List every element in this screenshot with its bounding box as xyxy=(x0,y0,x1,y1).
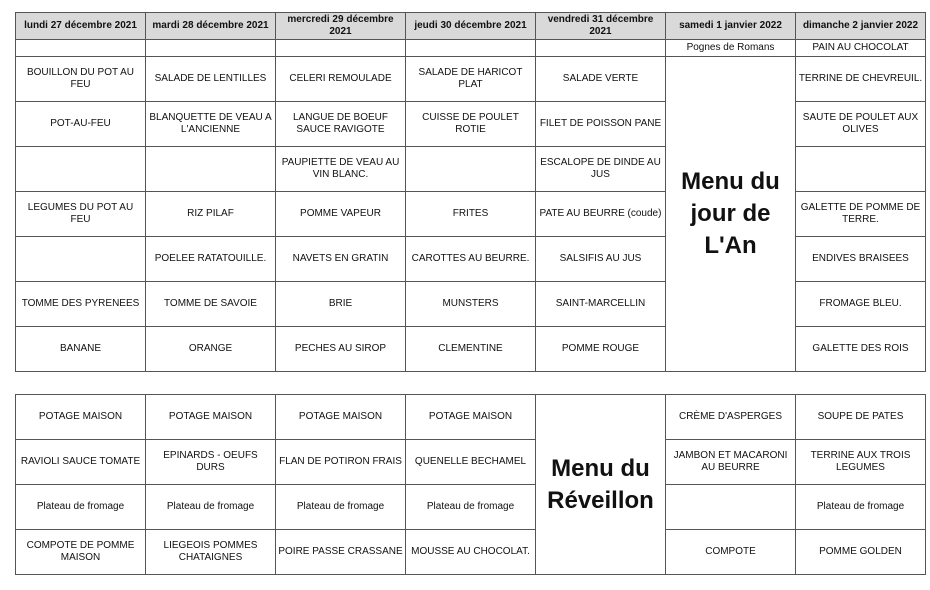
menu-cell: PAUPIETTE DE VEAU AU VIN BLANC. xyxy=(276,147,406,192)
menu-cell: BANANE xyxy=(16,327,146,372)
table-row xyxy=(16,395,926,440)
menu-cell: POTAGE MAISON xyxy=(16,395,146,440)
menu-cell: SALADE DE LENTILLES xyxy=(146,57,276,102)
menu-cell: FROMAGE BLEU. xyxy=(796,282,926,327)
menu-cell: SALADE VERTE xyxy=(536,57,666,102)
menu-cell: CELERI REMOULADE xyxy=(276,57,406,102)
menu-cell: MUNSTERS xyxy=(406,282,536,327)
menu-cell: CRÈME D'ASPERGES xyxy=(666,395,796,440)
sunday-breakfast: PAIN AU CHOCOLAT xyxy=(796,40,926,57)
menu-cell: Plateau de fromage xyxy=(146,485,276,530)
menu-cell: LEGUMES DU POT AU FEU xyxy=(16,192,146,237)
menu-cell: ENDIVES BRAISEES xyxy=(796,237,926,282)
menu-cell: QUENELLE BECHAMEL xyxy=(406,440,536,485)
menu-cell xyxy=(406,147,536,192)
menu-cell: SALADE DE HARICOT PLAT xyxy=(406,57,536,102)
menu-cell: BLANQUETTE DE VEAU A L'ANCIENNE xyxy=(146,102,276,147)
menu-cell: CAROTTES AU BEURRE. xyxy=(406,237,536,282)
menu-cell: POTAGE MAISON xyxy=(146,395,276,440)
menu-cell: BRIE xyxy=(276,282,406,327)
day-header: vendredi 31 décembre 2021 xyxy=(536,13,666,40)
menu-cell: COMPOTE xyxy=(666,530,796,575)
table-row xyxy=(16,57,926,102)
menu-cell: PATE AU BEURRE (coude) xyxy=(536,192,666,237)
menu-cell xyxy=(146,147,276,192)
day-header: mardi 28 décembre 2021 xyxy=(146,13,276,40)
menu-cell: Plateau de fromage xyxy=(406,485,536,530)
menu-cell: TOMME DE SAVOIE xyxy=(146,282,276,327)
menu-cell xyxy=(666,485,796,530)
menu-cell xyxy=(16,237,146,282)
dinner-menu-table xyxy=(15,394,926,575)
menu-cell xyxy=(16,147,146,192)
menu-cell: CUISSE DE POULET ROTIE xyxy=(406,102,536,147)
menu-cell: Plateau de fromage xyxy=(796,485,926,530)
menu-cell: RAVIOLI SAUCE TOMATE xyxy=(16,440,146,485)
menu-cell: BOUILLON DU POT AU FEU xyxy=(16,57,146,102)
menu-cell: COMPOTE DE POMME MAISON xyxy=(16,530,146,575)
table-row xyxy=(16,530,926,575)
menu-cell: SOUPE DE PATES xyxy=(796,395,926,440)
lunch-menu-table xyxy=(15,12,926,372)
menu-cell xyxy=(796,147,926,192)
header-row xyxy=(16,13,926,40)
reveillon-menu-label: Menu du Réveillon xyxy=(536,395,666,575)
day-header: dimanche 2 janvier 2022 xyxy=(796,13,926,40)
saturday-breakfast: Pognes de Romans xyxy=(666,40,796,57)
menu-cell: POT-AU-FEU xyxy=(16,102,146,147)
menu-cell: LANGUE DE BOEUF SAUCE RAVIGOTE xyxy=(276,102,406,147)
menu-cell: RIZ PILAF xyxy=(146,192,276,237)
day-header: lundi 27 décembre 2021 xyxy=(16,13,146,40)
menu-cell: ORANGE xyxy=(146,327,276,372)
menu-cell: FRITES xyxy=(406,192,536,237)
menu-cell: PECHES AU SIROP xyxy=(276,327,406,372)
menu-cell: SALSIFIS AU JUS xyxy=(536,237,666,282)
menu-cell: POTAGE MAISON xyxy=(406,395,536,440)
menu-cell: LIEGEOIS POMMES CHATAIGNES xyxy=(146,530,276,575)
day-header: jeudi 30 décembre 2021 xyxy=(406,13,536,40)
menu-cell: MOUSSE AU CHOCOLAT. xyxy=(406,530,536,575)
menu-cell: ESCALOPE DE DINDE AU JUS xyxy=(536,147,666,192)
menu-cell: NAVETS EN GRATIN xyxy=(276,237,406,282)
day-header: mercredi 29 décembre 2021 xyxy=(276,13,406,40)
menu-cell: FILET DE POISSON PANE xyxy=(536,102,666,147)
table-row xyxy=(16,440,926,485)
menu-cell: EPINARDS - OEUFS DURS xyxy=(146,440,276,485)
menu-cell: POMME ROUGE xyxy=(536,327,666,372)
menu-cell: JAMBON ET MACARONI AU BEURRE xyxy=(666,440,796,485)
menu-cell: TERRINE DE CHEVREUIL. xyxy=(796,57,926,102)
day-header: samedi 1 janvier 2022 xyxy=(666,13,796,40)
menu-cell: TOMME DES PYRENEES xyxy=(16,282,146,327)
menu-cell: POMME VAPEUR xyxy=(276,192,406,237)
menu-cell: POIRE PASSE CRASSANE xyxy=(276,530,406,575)
menu-cell: GALETTE DE POMME DE TERRE. xyxy=(796,192,926,237)
subheader-row xyxy=(16,40,926,57)
table-row xyxy=(16,485,926,530)
menu-cell: POMME GOLDEN xyxy=(796,530,926,575)
menu-cell: POTAGE MAISON xyxy=(276,395,406,440)
menu-cell: CLEMENTINE xyxy=(406,327,536,372)
menu-cell: GALETTE DES ROIS xyxy=(796,327,926,372)
menu-cell: SAUTE DE POULET AUX OLIVES xyxy=(796,102,926,147)
menu-cell: Plateau de fromage xyxy=(16,485,146,530)
menu-cell: SAINT-MARCELLIN xyxy=(536,282,666,327)
new-year-menu-label: Menu du jour de L'An xyxy=(666,57,796,372)
menu-cell: FLAN DE POTIRON FRAIS xyxy=(276,440,406,485)
menu-cell: TERRINE AUX TROIS LEGUMES xyxy=(796,440,926,485)
menu-cell: POELEE RATATOUILLE. xyxy=(146,237,276,282)
menu-cell: Plateau de fromage xyxy=(276,485,406,530)
